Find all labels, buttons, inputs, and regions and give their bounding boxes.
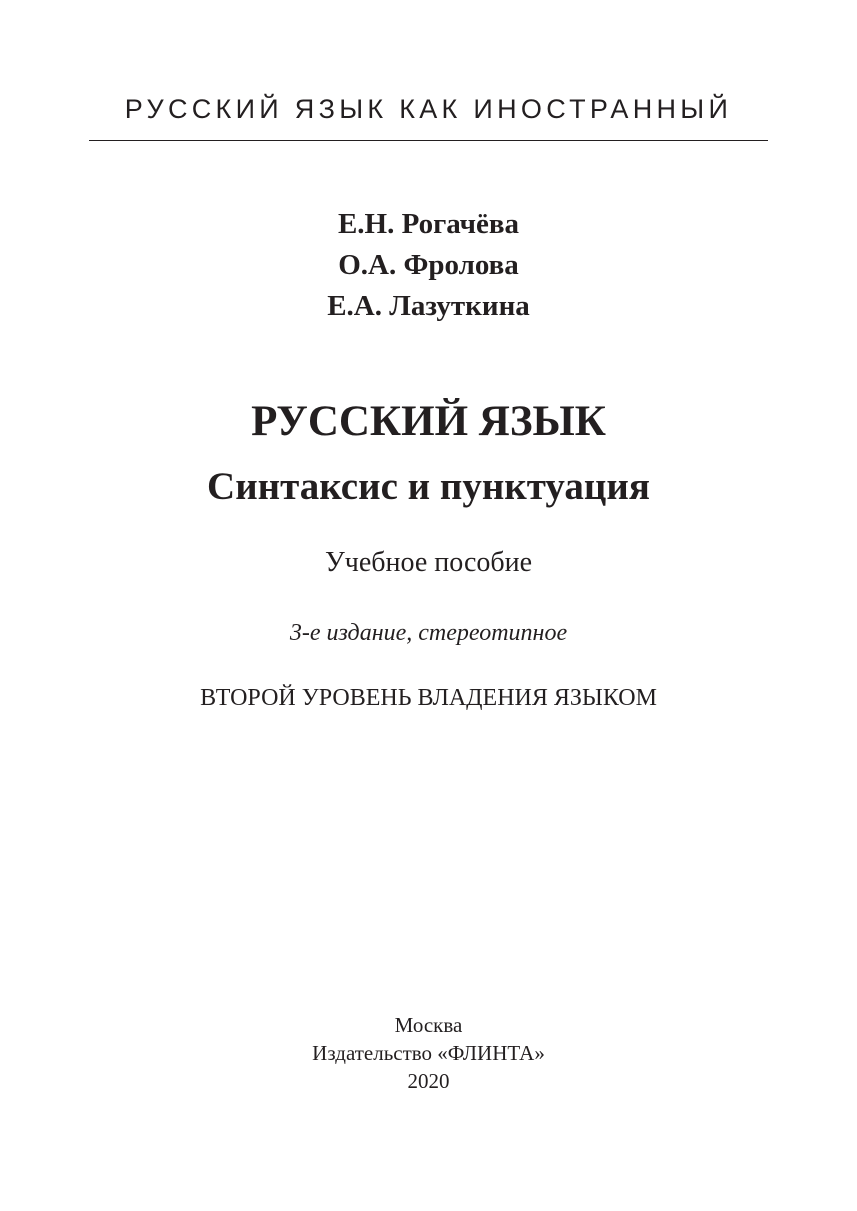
imprint-city: Москва [394, 1013, 463, 1037]
book-subtitle: Синтаксис и пунктуация [207, 465, 650, 508]
author-1: Е.Н. Рогачёва [337, 208, 520, 240]
imprint-publisher: Издательство «ФЛИНТА» [312, 1041, 545, 1065]
proficiency-level: ВТОРОЙ УРОВЕНЬ ВЛАДЕНИЯ ЯЗЫКОМ [200, 685, 657, 711]
book-type: Учебное пособие [324, 547, 533, 578]
header-rule [89, 140, 768, 141]
imprint-block [0, 1011, 857, 1095]
author-2: О.А. Фролова [338, 249, 519, 281]
author-3: Е.А. Лазуткина [327, 290, 530, 322]
book-title: РУССКИЙ ЯЗЫК [251, 398, 606, 445]
authors-block [0, 204, 857, 327]
edition-note: 3-е издание, стереотипное [289, 620, 568, 646]
imprint-year: 2020 [407, 1069, 450, 1093]
series-title: РУССКИЙ ЯЗЫК КАК ИНОСТРАННЫЙ [124, 94, 733, 124]
